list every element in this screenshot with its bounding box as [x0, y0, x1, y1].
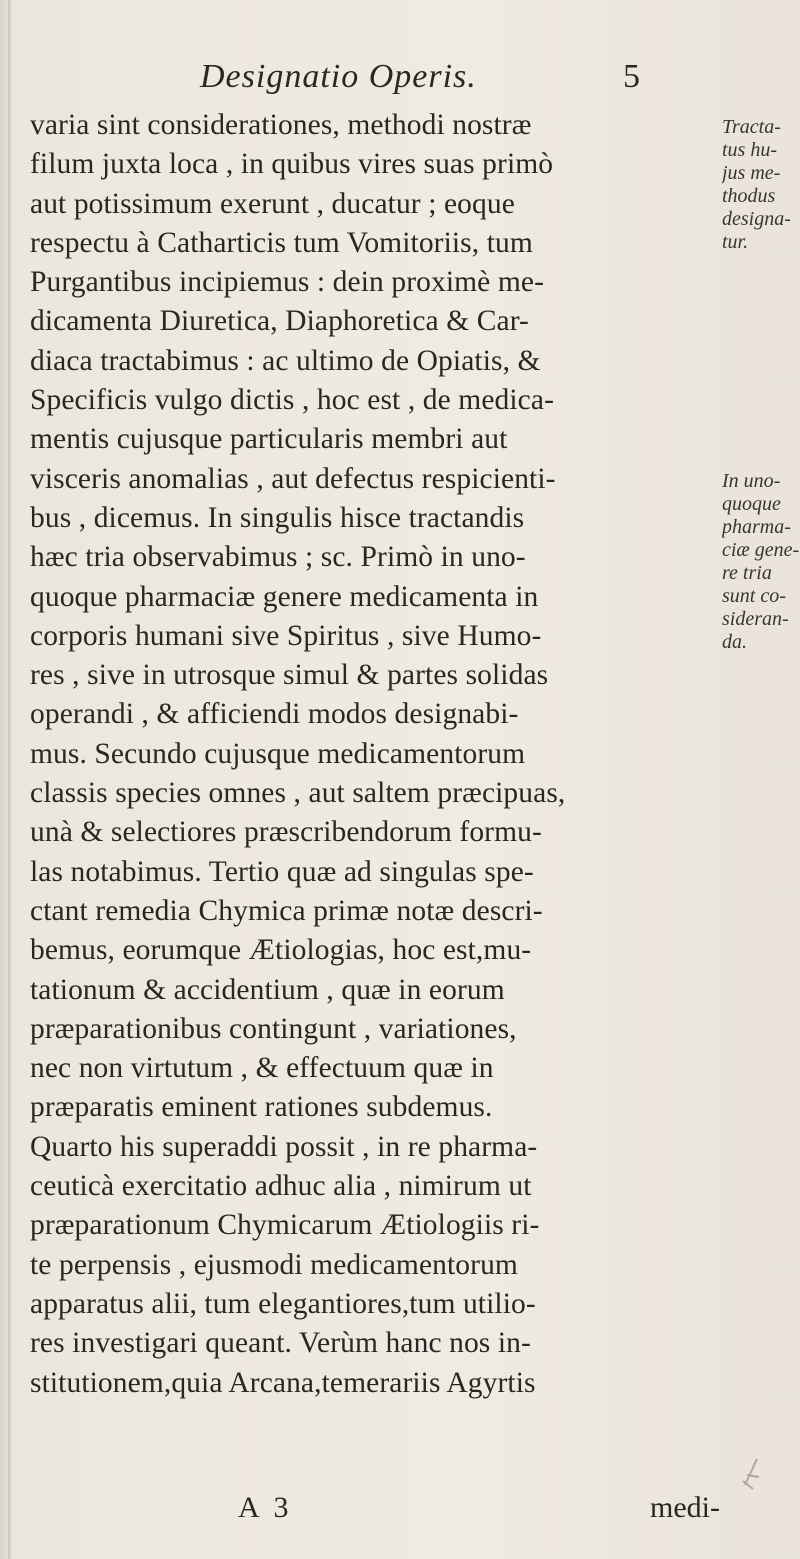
text-line: ctant remedia Chymica primæ notæ descri-	[30, 894, 543, 927]
running-head-title: Designatio Operis.	[200, 58, 477, 95]
margin-note-line: jus me-	[722, 162, 781, 184]
text-line: Purgantibus incipiemus : dein proximè me-	[30, 266, 544, 299]
text-line: præparationum Chymicarum Ætiologiis ri-	[30, 1209, 540, 1242]
page-gutter-shadow	[8, 0, 12, 1559]
margin-note-line: quoque	[722, 493, 781, 515]
text-line: præparationibus contingunt , variationes,	[30, 1012, 517, 1045]
text-line: ceuticà exercitatio adhuc alia , nimirum ut	[30, 1170, 532, 1203]
text-line: classis species omnes , aut saltem præcipuas,	[30, 777, 566, 810]
margin-note-line: sunt co-	[722, 585, 786, 607]
catchword: medi-	[650, 1491, 720, 1524]
text-line: apparatus alii, tum elegantiores,tum utilio-	[30, 1287, 536, 1320]
margin-note-line: In uno-	[722, 470, 781, 492]
margin-note-line: sideran-	[722, 608, 789, 630]
text-line: filum juxta loca , in quibus vires suas primò	[30, 148, 554, 181]
text-line: bemus, eorumque Ætiologias, hoc est,mu-	[30, 934, 532, 967]
text-line: dicamenta Diuretica, Diaphoretica & Car-	[30, 305, 529, 338]
text-line: visceris anomalias , aut defectus respicienti-	[30, 462, 556, 495]
text-line: mentis cujusque particularis membri aut	[30, 423, 508, 456]
text-line: res investigari queant. Verùm hanc nos in-	[30, 1327, 531, 1360]
running-head	[200, 58, 640, 102]
text-line: hæc tria observabimus ; sc. Primò in uno-	[30, 541, 526, 574]
page-number: 5	[623, 58, 640, 95]
text-line: stitutionem,quia Arcana,temerariis Agyrtis	[30, 1366, 536, 1399]
margin-note-line: ciæ gene-	[722, 539, 800, 561]
text-line: operandi , & afficiendi modos designabi-	[30, 698, 519, 731]
margin-note-in-unoquoque	[722, 470, 800, 654]
ink-smudge-mark	[735, 1455, 765, 1495]
text-line: corporis humani sive Spiritus , sive Humo-	[30, 619, 542, 652]
text-line: bus , dicemus. In singulis hisce tractandis	[30, 501, 525, 534]
text-line: tationum & accidentium , quæ in eorum	[30, 973, 505, 1006]
text-line: varia sint considerationes, methodi nostræ	[30, 109, 532, 141]
text-line: nec non virtutum , & effectuum quæ in	[30, 1052, 494, 1085]
text-line: Quarto his superaddi possit , in re pharma-	[30, 1130, 538, 1163]
margin-note-line: Tracta-	[722, 116, 781, 138]
margin-note-line: da.	[722, 631, 747, 653]
main-text-block	[30, 106, 720, 1403]
margin-note-line: re tria	[722, 562, 772, 584]
text-line: respectu à Catharticis tum Vomitoriis, tum	[30, 226, 533, 259]
margin-note-line: tur.	[722, 231, 749, 253]
text-line: diaca tractabimus : ac ultimo de Opiatis, &	[30, 344, 541, 377]
text-line: unà & selectiores præscribendorum formu-	[30, 816, 542, 849]
margin-note-tractatus	[722, 116, 800, 254]
text-line: Specificis vulgo dictis , hoc est , de medica-	[30, 384, 554, 417]
margin-note-line: pharma-	[722, 516, 791, 538]
text-line: quoque pharmaciæ genere medicamenta in	[30, 580, 539, 613]
page-footer	[30, 1491, 720, 1531]
signature-mark: A 3	[238, 1491, 293, 1524]
margin-note-line: designa-	[722, 208, 791, 230]
margin-note-line: thodus	[722, 185, 776, 207]
text-line: mus. Secundo cujusque medicamentorum	[30, 737, 526, 770]
text-line: te perpensis , ejusmodi medicamentorum	[30, 1248, 518, 1281]
text-line: res , sive in utrosque simul & partes solidas	[30, 659, 549, 692]
text-line: aut potissimum exerunt , ducatur ; eoque	[30, 187, 515, 220]
text-line: las notabimus. Tertio quæ ad singulas spe-	[30, 855, 534, 888]
margin-note-line: tus hu-	[722, 139, 777, 161]
text-line: præparatis eminent rationes subdemus.	[30, 1091, 493, 1124]
